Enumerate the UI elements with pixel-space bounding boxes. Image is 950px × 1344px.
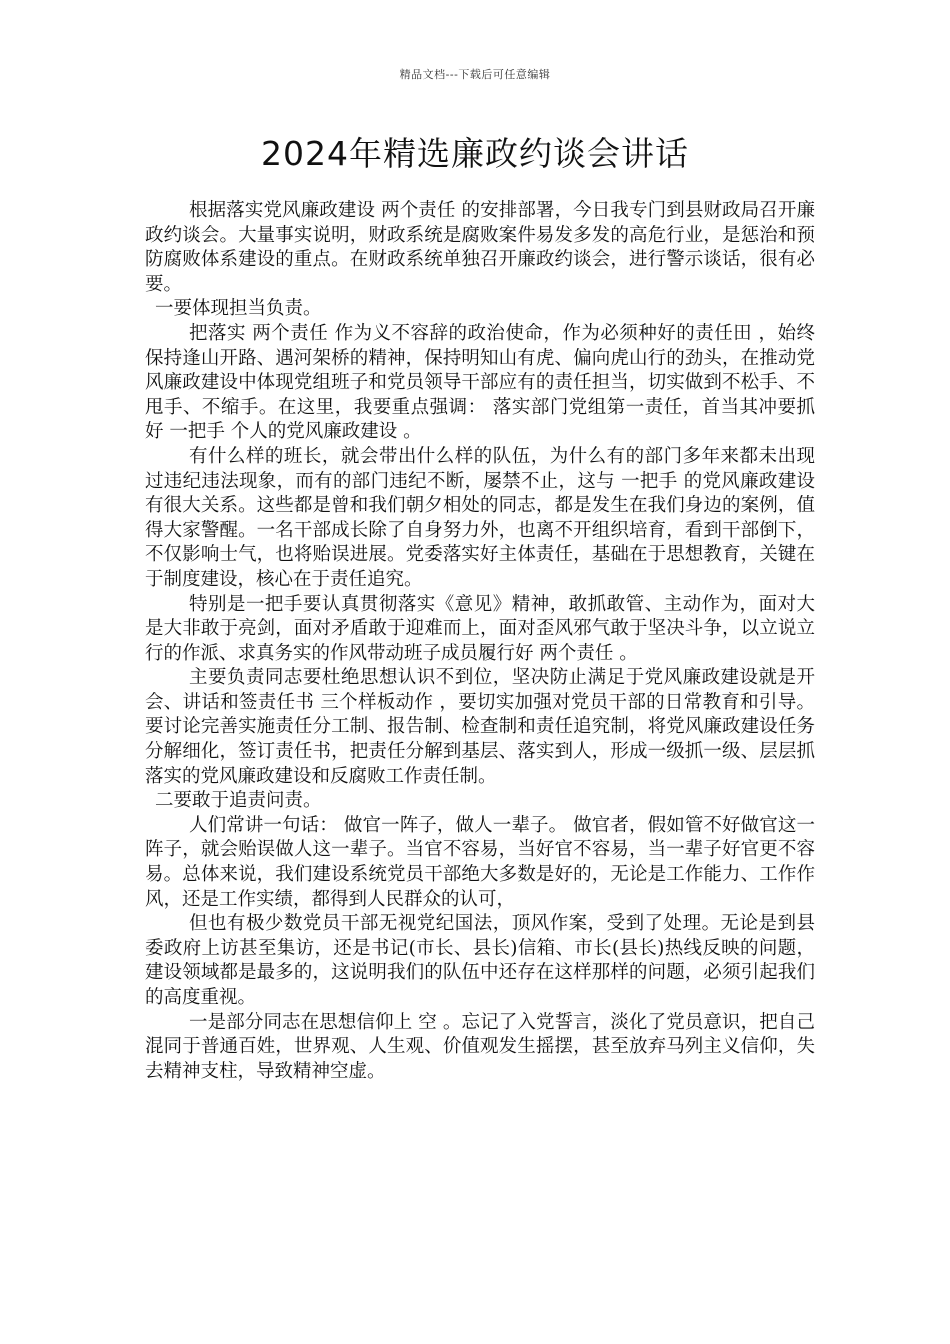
document-title: 2024年精选廉政约谈会讲话 — [261, 134, 689, 173]
document-body — [145, 199, 815, 1084]
page-header: 精品文档---下载后可任意编辑 — [399, 68, 551, 81]
paragraph: 把落实 两个责任 作为义不容辞的政治使命，作为必须种好的责任田 ，始终保持逢山开路、遇河架桥的精神，保持明知山有虎、偏向虎山行的劲头，在推动党风廉政建设中体现党组班子和党员领导干部应有的责任担当，切实做到不松手、不甩手、不缩手。在这里，我要重点强调： 落实部门党组第一责任，首当其冲要抓好 一把手 个人的党风廉政建设 。 — [145, 322, 815, 443]
paragraph: 主要负责同志要杜绝思想认识不到位，坚决防止满足于党风廉政建设就是开会、讲话和签责任书 三个样板动作 ，要切实加强对党员干部的日常教育和引导。要讨论完善实施责任分工制、报告制、检查制和责任追究制，将党风廉政建设任务分解细化，签订责任书，把责任分解到基层、落实到人，形成一级抓一级、层层抓落实的党风廉政建设和反腐败工作责任制。 — [145, 667, 815, 787]
paragraph: 人们常讲一句话： 做官一阵子，做人一辈子。 做官者，假如管不好做官这一阵子，就会贻误做人这一辈子。当官不容易，当好官不容易，当一辈子好官更不容易。总体来说，我们建设系统党员干部绝大多数是好的，无论是工作能力、工作作风，还是工作实绩，都得到人民群众的认可， — [145, 814, 815, 910]
paragraph: 但也有极少数党员干部无视党纪国法，顶风作案，受到了处理。无论是到县委政府上访甚至集访，还是书记(市长、县长)信箱、市长(县长)热线反映的问题，建设领域都是最多的，这说明我们的队伍中还存在这样那样的问题，必须引起我们的高度重视。 — [145, 913, 815, 1008]
section-heading: 二要敢于追责问责。 — [155, 790, 322, 812]
paragraph: 有什么样的班长，就会带出什么样的队伍，为什么有的部门多年来都未出现过违纪违法现象，而有的部门违纪不断，屡禁不止，这与 一把手 的党风廉政建设有很大关系。这些都是曾和我们朝夕相处的同志，都是发生在我们身边的案例，值得大家警醒。一名干部成长除了自身努力外，也离不开组织培育，看到干部倒下，不仅影响士气，也将贻误进展。党委落实好主体责任，基础在于思想教育，关键在于制度建设，核心在于责任追究。 — [145, 445, 815, 590]
paragraph: 特别是一把手要认真贯彻落实《意见》精神，敢抓敢管、主动作为，面对大是大非敢于亮剑，面对矛盾敢于迎难而上，面对歪风邪气敢于坚决斗争，以立说立行的作派、求真务实的作风带动班子成员履行好 两个责任 。 — [145, 593, 815, 664]
paragraph: 根据落实党风廉政建设 两个责任 的安排部署，今日我专门到县财政局召开廉政约谈会。大量事实说明，财政系统是腐败案件易发多发的高危行业，是惩治和预防腐败体系建设的重点。在财政系统单独召开廉政约谈会，进行警示谈话，很有必要。 — [145, 200, 815, 295]
section-heading: 一要体现担当负责。 — [155, 298, 322, 320]
paragraph: 一是部分同志在思想信仰上 空 。忘记了入党誓言，淡化了党员意识，把自己混同于普通百姓，世界观、人生观、价值观发生摇摆，甚至放弃马列主义信仰，失去精神支柱，导致精神空虚。 — [145, 1011, 815, 1082]
